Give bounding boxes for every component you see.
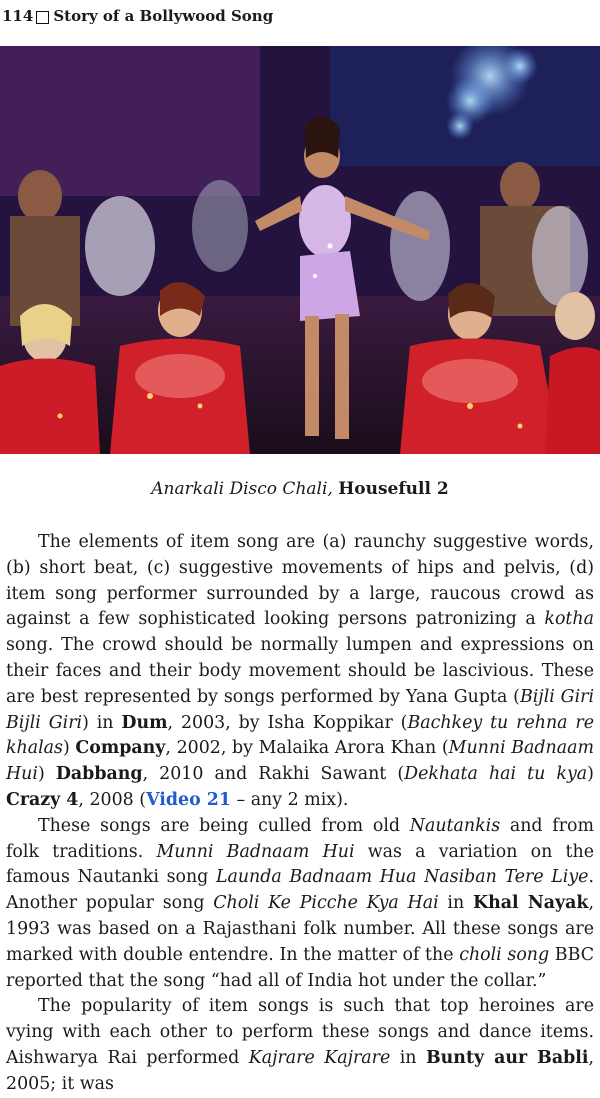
text-run: ): [62, 738, 76, 759]
caption-song-title: Anarkali Disco Chali,: [151, 479, 333, 499]
text-run: The popularity of item songs is such that top heroines are vying with each other to perform these songs and dance items. Aishwarya Rai performed: [6, 996, 594, 1068]
paragraph-2: [6, 814, 594, 995]
running-header: [2, 4, 273, 28]
bold-run: Dum: [121, 712, 168, 733]
bold-run: Dabbang: [55, 764, 143, 785]
text-run: ): [37, 764, 56, 785]
italic-run: choli song: [459, 944, 550, 965]
text-run: , 1993 was based on a Rajasthani folk number. All these songs are marked with double entendre. In the matter of the: [6, 893, 595, 965]
text-run: , 2002, by Malaika Arora Khan (: [165, 738, 449, 759]
text-run: The elements of item song are (a) raunchy suggestive words, (b) short beat, (c) suggestive movements of hips and pelvis, (d) item song performer surrounded by a large, raucous crowd as against a few sophisticated looking persons patronizing a: [6, 532, 594, 630]
text-run: . Another popular song: [6, 867, 594, 914]
text-run: , 2010 and Rakhi Sawant (: [142, 764, 405, 785]
paragraph-3: [6, 994, 594, 1097]
text-run: ) in: [82, 712, 122, 733]
bold-run: Crazy 4: [6, 789, 79, 810]
text-run: , 2005; it was: [6, 1047, 595, 1094]
text-run: ): [587, 764, 594, 785]
bold-run: Company: [75, 738, 166, 759]
page-number: 114: [2, 7, 34, 25]
text-run: in: [390, 1047, 426, 1068]
italic-run: Choli Ke Picche Kya Hai: [213, 893, 439, 914]
text-run: BBC reported that the song “had all of India hot under the collar.”: [6, 944, 594, 991]
italic-run: Dekhata hai tu kya: [404, 764, 588, 785]
text-run: , 2008 (: [78, 789, 147, 810]
italic-run: Kajrare Kajrare: [248, 1047, 391, 1068]
italic-run: Munni Badnaam Hui: [6, 738, 594, 785]
italic-run: kotha: [544, 609, 594, 630]
text-run: song. The crowd should be normally lumpen and expressions on their faces and their body movement should be lascivious. These are best represented by songs performed by Yana Gupta (: [6, 635, 594, 707]
body-text: [6, 530, 594, 1098]
italic-run: Bachkey tu rehna re khalas: [6, 712, 595, 759]
caption-film-title: Housefull 2: [338, 479, 449, 499]
video-link[interactable]: Video 21: [146, 789, 231, 810]
bold-run: Khal Nayak: [472, 893, 589, 914]
bold-run: Bunty aur Babli: [425, 1047, 589, 1068]
italic-run: Bijli Giri Bijli Giri: [6, 686, 595, 733]
figure-caption: [0, 479, 600, 499]
text-run: in: [438, 893, 473, 914]
text-run: These songs are being culled from old: [38, 815, 410, 836]
text-run: and from folk traditions.: [6, 815, 595, 862]
text-run: was a variation on the famous Nautanki song: [6, 841, 594, 888]
text-run: , 2003, by Isha Koppikar (: [167, 712, 408, 733]
square-bullet-icon: [36, 11, 49, 24]
italic-run: Munni Badnaam Hui: [156, 841, 355, 862]
dance-scene-photo: [0, 46, 600, 454]
text-run: – any 2 mix).: [230, 789, 349, 810]
running-title: Story of a Bollywood Song: [53, 7, 274, 25]
italic-run: Launda Badnaam Hua Nasiban Tere Liye: [215, 867, 589, 888]
italic-run: Nautankis: [409, 815, 501, 836]
paragraph-1: [6, 530, 594, 814]
